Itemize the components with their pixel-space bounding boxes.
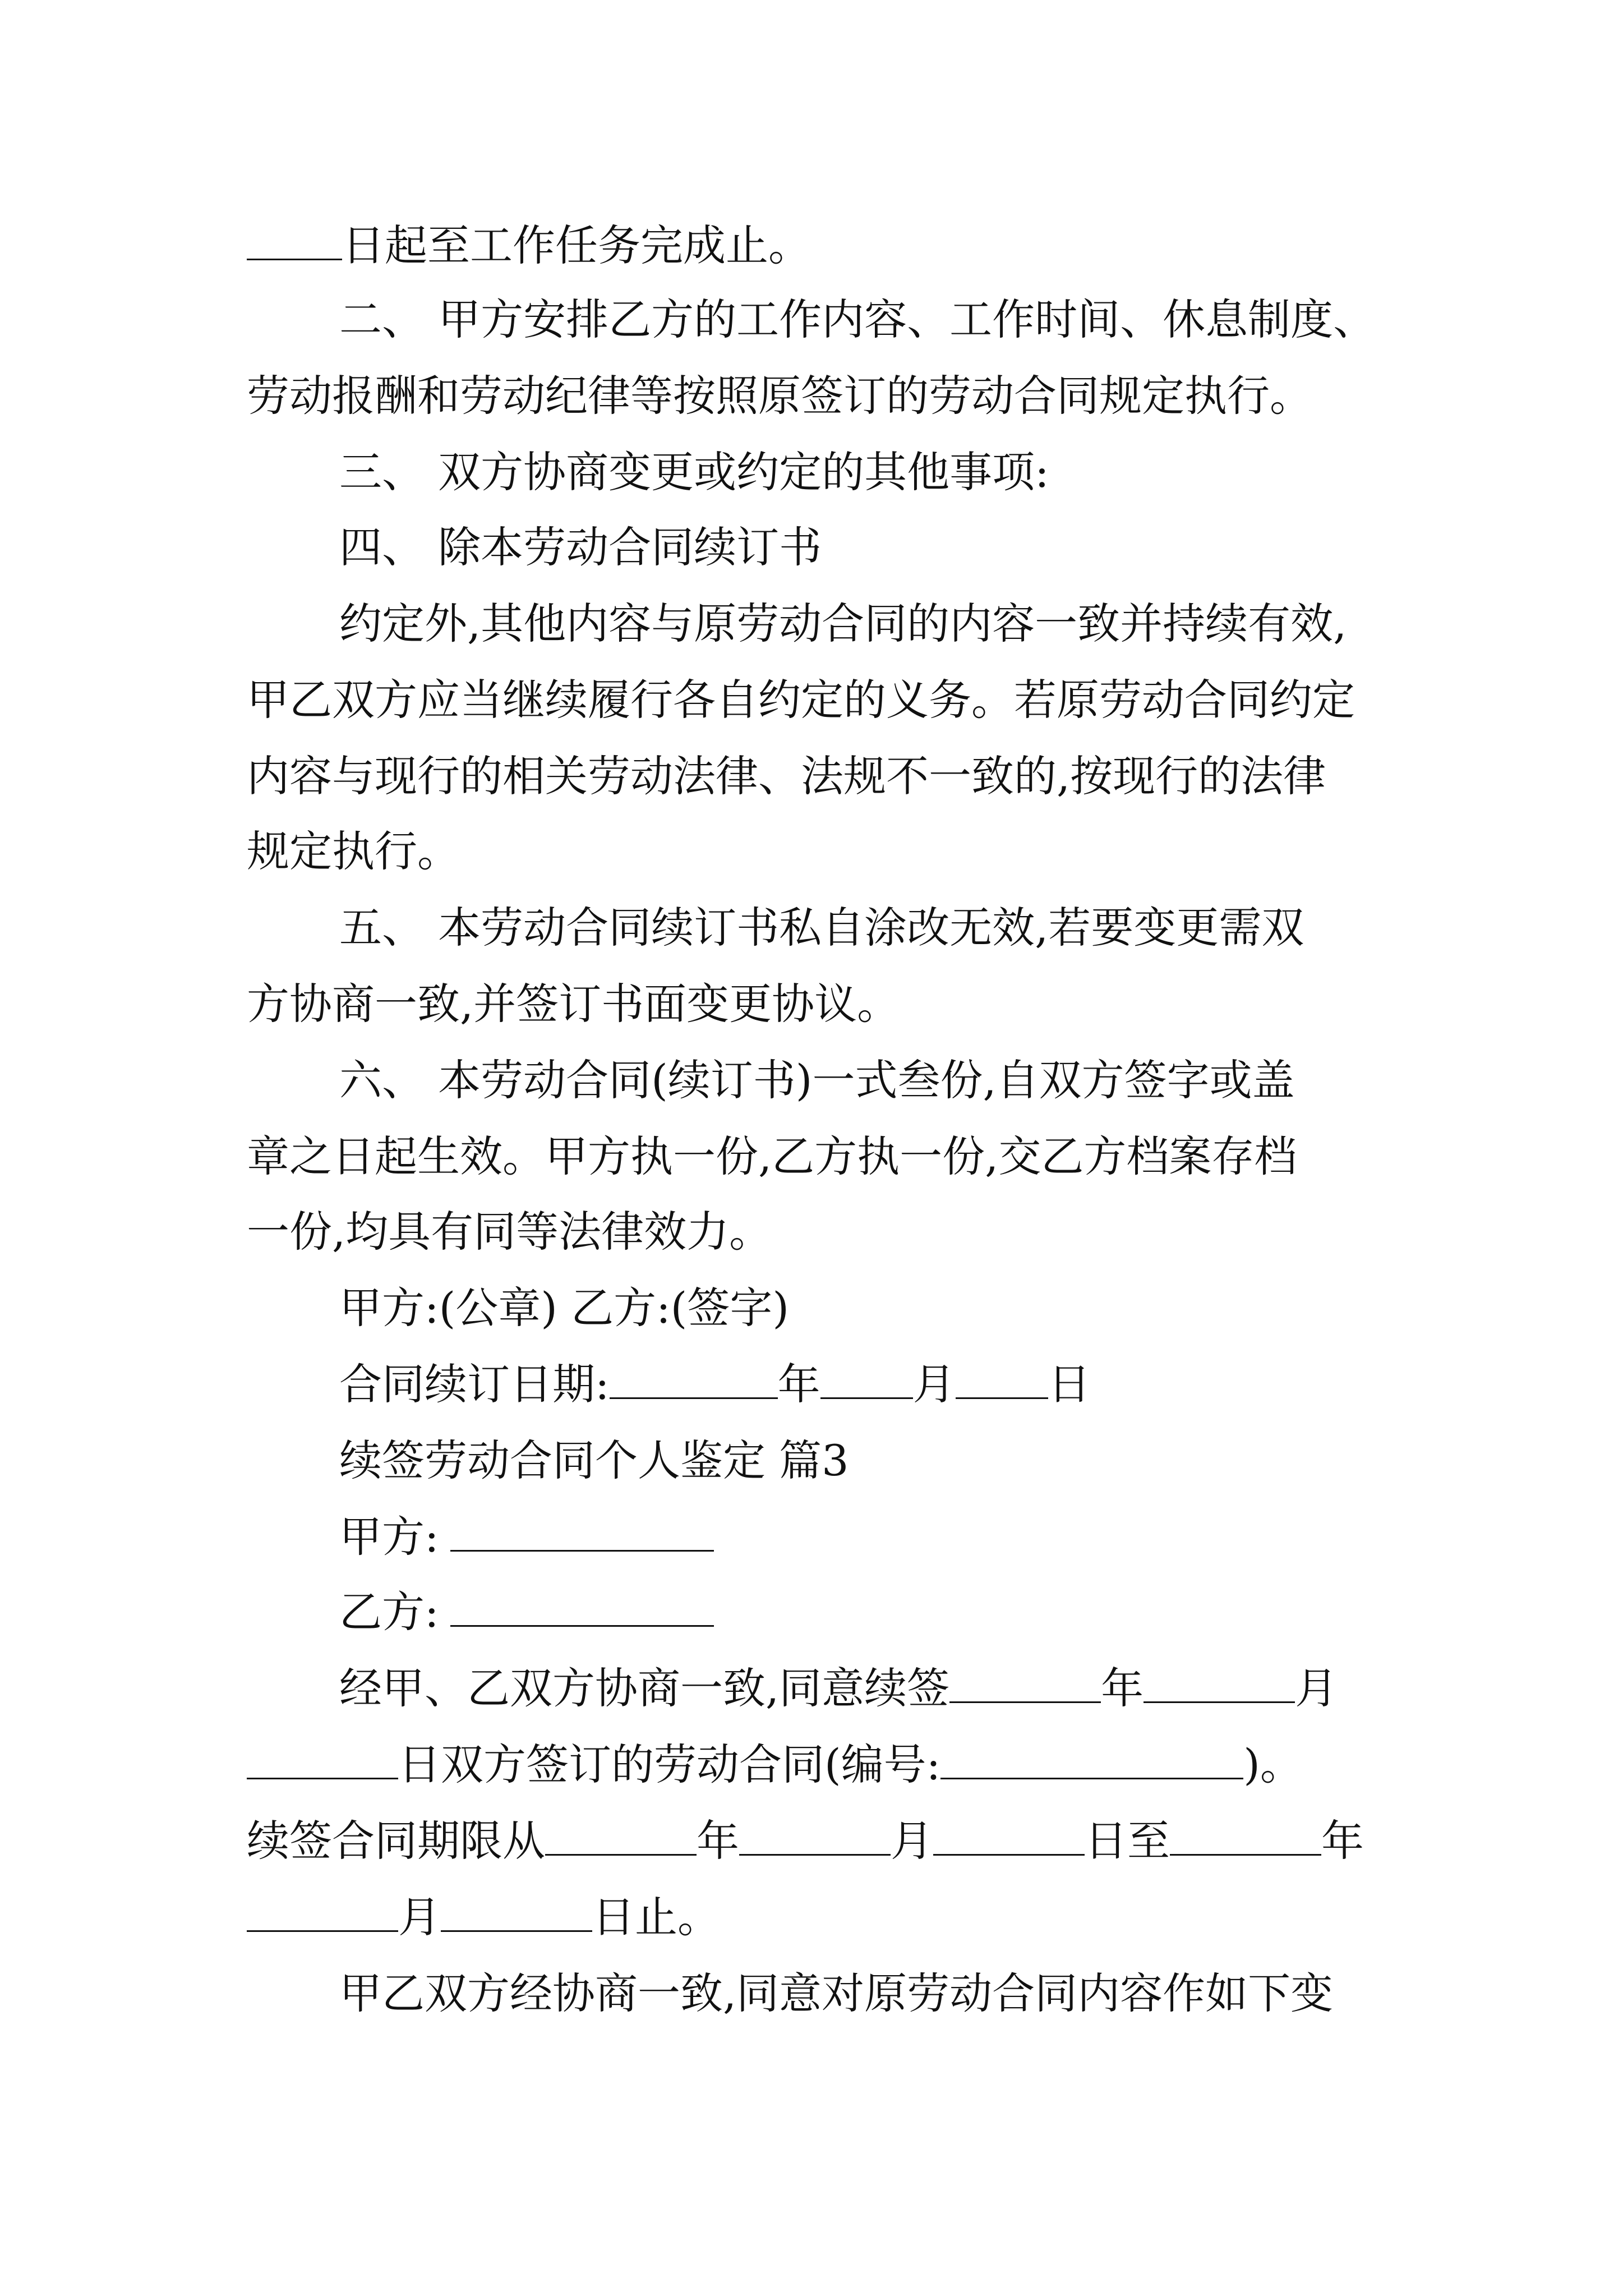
text-line: [247, 826, 460, 876]
clause-6: [339, 1055, 1295, 1105]
line-text: 四、 除本劳动合同续订书: [339, 522, 822, 572]
text-line: [339, 1663, 1338, 1713]
party-a-line: [339, 1512, 714, 1562]
line-text: 二、 甲方安排乙方的工作内容、工作时间、休息制度、: [339, 295, 1376, 344]
text-line: [339, 1968, 1334, 2018]
year-label: 年: [777, 1359, 820, 1409]
year-label: 年: [697, 1816, 739, 1866]
clause-5: [339, 903, 1304, 953]
line-text: 约定外,其他内容与原劳动合同的内容一致并持续有效,: [339, 599, 1347, 648]
year-label: 年: [1101, 1663, 1144, 1713]
text-line: [247, 371, 1312, 421]
blank-underline: [956, 1391, 1048, 1399]
blank-underline: [1144, 1695, 1295, 1703]
clause-4: [339, 522, 822, 572]
line-text: 五、 本劳动合同续订书私自涂改无效,若要变更需双: [339, 903, 1304, 953]
renewal-date-line: [339, 1359, 1091, 1409]
line-text: 章之日起生效。甲方执一份,乙方执一份,交乙方档案存档: [247, 1131, 1297, 1181]
blank-underline: [949, 1695, 1101, 1703]
line-text: 日起至工作任务完成止。: [342, 220, 811, 270]
signature-line: [339, 1283, 789, 1333]
line-text: 六、 本劳动合同(续订书)一式叁份,自双方签字或盖: [339, 1055, 1295, 1105]
blank-underline: [247, 1924, 398, 1932]
line-text: 日双方签订的劳动合同(编号:: [398, 1740, 941, 1789]
clause-2: [339, 295, 1376, 344]
text-line: [247, 1892, 720, 1942]
month-label: 月: [398, 1892, 441, 1942]
line-text: 劳动报酬和劳动纪律等按照原签订的劳动合同规定执行。: [247, 371, 1312, 421]
blank-underline: [739, 1848, 891, 1856]
line-text: 续签劳动合同个人鉴定 篇3: [339, 1435, 849, 1485]
line-text: 甲方:: [339, 1512, 439, 1562]
line-text: 乙方:: [339, 1587, 439, 1637]
text-line: [247, 1740, 1303, 1789]
text-line: [247, 1207, 772, 1257]
clause-3: [339, 447, 1049, 497]
text-line: [247, 1131, 1297, 1181]
line-text: )。: [1243, 1740, 1303, 1789]
line-text: 规定执行。: [247, 826, 460, 876]
line-text: 日至: [1085, 1816, 1170, 1866]
blank-underline: [940, 1772, 1243, 1779]
blank-underline: [450, 1619, 714, 1627]
month-label: 月: [891, 1816, 933, 1866]
blank-underline: [610, 1391, 778, 1399]
blank-underline: [820, 1391, 913, 1399]
line-text: 三、 双方协商变更或约定的其他事项:: [339, 447, 1049, 497]
line-text: 甲乙双方经协商一致,同意对原劳动合同内容作如下变: [339, 1968, 1334, 2018]
text-line: [247, 220, 811, 270]
blank-underline: [933, 1848, 1085, 1856]
text-line: [247, 751, 1326, 801]
line-text: 内容与现行的相关劳动法律、法规不一致的,按现行的法律: [247, 751, 1326, 801]
text-line: [339, 599, 1347, 648]
month-label: 月: [912, 1359, 956, 1409]
blank-underline: [450, 1544, 714, 1552]
blank-underline: [247, 1772, 398, 1779]
line-text: 日止。: [592, 1892, 720, 1942]
text-line: [247, 675, 1355, 725]
month-label: 月: [1295, 1663, 1338, 1713]
line-text: 续签合同期限从: [247, 1816, 545, 1866]
day-label: 日: [1048, 1359, 1091, 1409]
year-label: 年: [1321, 1816, 1364, 1866]
blank-underline: [1170, 1848, 1321, 1856]
line-text: 经甲、乙双方协商一致,同意续签: [339, 1663, 950, 1713]
text-line: [247, 979, 900, 1029]
line-text: 甲乙双方应当继续履行各自约定的义务。若原劳动合同约定: [247, 675, 1355, 725]
section-heading: [339, 1435, 849, 1485]
blank-underline: [441, 1924, 592, 1932]
line-text: 一份,均具有同等法律效力。: [247, 1207, 772, 1257]
blank-underline: [247, 252, 342, 260]
blank-underline: [545, 1848, 697, 1856]
line-text: 甲方:(公章) 乙方:(签字): [339, 1283, 789, 1333]
text-line: [247, 1816, 1364, 1866]
party-b-line: [339, 1587, 714, 1637]
line-text: 方协商一致,并签订书面变更协议。: [247, 979, 900, 1029]
line-text: 合同续订日期:: [339, 1359, 610, 1409]
